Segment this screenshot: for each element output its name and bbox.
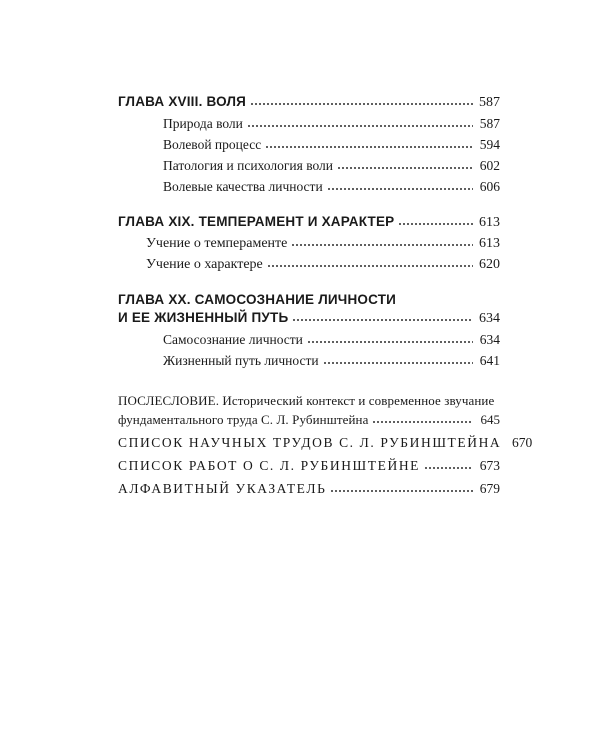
dot-leader	[247, 116, 473, 128]
toc-entry-section[interactable]	[118, 115, 500, 133]
dot-leader	[250, 94, 473, 106]
page-number: 606	[479, 179, 500, 194]
page-number: 602	[479, 158, 500, 173]
dot-leader	[327, 179, 473, 191]
page-number: 587	[479, 116, 500, 131]
page-number: 613	[479, 215, 500, 230]
chapter-title: ГЛАВА XVIII. ВОЛЯ	[118, 94, 247, 109]
table-of-contents	[118, 93, 533, 501]
page-number: 613	[479, 236, 500, 251]
page-number: 634	[479, 332, 500, 347]
chapter-title-line: ГЛАВА XX. САМОСОЗНАНИЕ ЛИЧНОСТИ	[118, 292, 397, 307]
toc-entry-section[interactable]	[118, 157, 500, 175]
works-title: СПИСОК НАУЧНЫХ ТРУДОВ С. Л. РУБИНШТЕЙНА	[118, 435, 502, 450]
dot-leader	[424, 458, 473, 470]
toc-entry-section[interactable]	[118, 256, 500, 274]
toc-entry-section[interactable]	[118, 235, 500, 253]
spacer	[118, 199, 500, 213]
toc-entry-afterword[interactable]	[118, 411, 500, 429]
dot-leader	[337, 158, 473, 170]
toc-entry-chapter-18[interactable]	[118, 93, 500, 112]
page-number: 670	[512, 435, 533, 450]
toc-entry-index[interactable]	[118, 480, 500, 498]
toc-entry-section[interactable]	[118, 352, 500, 370]
toc-entry-section[interactable]	[118, 136, 500, 154]
section-title: Волевые качества личности	[163, 179, 323, 194]
dot-leader	[267, 256, 473, 268]
dot-leader	[330, 481, 473, 493]
dot-leader	[265, 137, 473, 149]
section-title: Учение о характере	[146, 257, 263, 272]
index-title: АЛФАВИТНЫЙ УКАЗАТЕЛЬ	[118, 481, 327, 496]
chapter-title: И ЕЕ ЖИЗНЕННЫЙ ПУТЬ	[118, 310, 289, 325]
dot-leader	[398, 214, 473, 226]
page-number: 641	[479, 353, 500, 368]
spacer	[118, 373, 500, 392]
dot-leader	[323, 353, 473, 365]
page-number: 587	[479, 95, 500, 110]
page-number: 679	[479, 481, 500, 496]
page-number: 673	[479, 458, 500, 473]
dot-leader	[292, 310, 473, 322]
toc-entry-about-list[interactable]	[118, 457, 500, 475]
dot-leader	[291, 235, 473, 247]
chapter-title: ГЛАВА XIX. ТЕМПЕРАМЕНТ И ХАРАКТЕР	[118, 214, 395, 229]
toc-entry-section[interactable]	[118, 331, 500, 349]
afterword-title-line: ПОСЛЕСЛОВИЕ. Исторический контекст и современное звучание	[118, 393, 495, 408]
section-title: Природа воли	[163, 116, 243, 131]
page-number: 645	[480, 412, 500, 427]
toc-entry-chapter-19[interactable]	[118, 213, 500, 232]
toc-entry-section[interactable]	[118, 178, 500, 196]
section-title: Жизненный путь личности	[163, 353, 319, 368]
section-title: Патология и психология воли	[163, 158, 334, 173]
afterword-title: фундаментального труда С. Л. Рубинштейна	[118, 412, 369, 427]
toc-entry-works-list[interactable]	[118, 434, 533, 452]
section-title: Самосознание личности	[163, 332, 303, 347]
dot-leader	[307, 332, 473, 344]
page-number: 620	[479, 257, 500, 272]
page-number: 634	[479, 311, 500, 326]
page-number: 594	[479, 137, 500, 152]
dot-leader	[372, 412, 473, 424]
about-title: СПИСОК РАБОТ О С. Л. РУБИНШТЕЙНЕ	[118, 458, 421, 473]
section-title: Учение о темпераменте	[146, 236, 288, 251]
toc-entry-chapter-20[interactable]	[118, 309, 500, 328]
spacer	[118, 277, 500, 291]
section-title: Волевой процесс	[163, 137, 262, 152]
